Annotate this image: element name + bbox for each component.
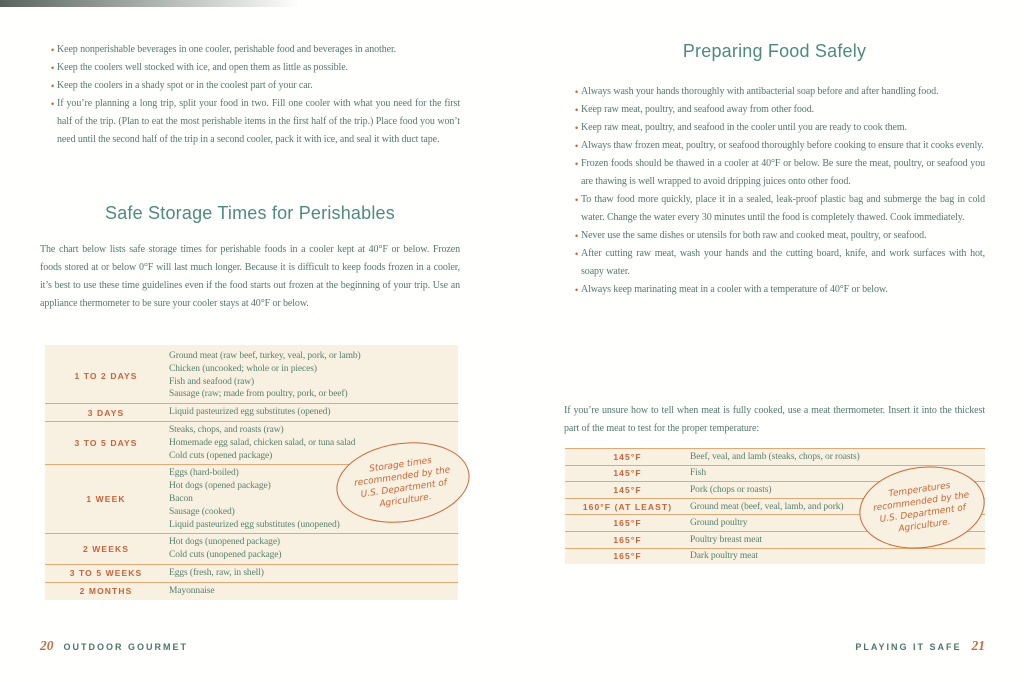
list-item bbox=[40, 95, 460, 149]
list-item-text: Keep raw meat, poultry, and seafood away from other food. bbox=[581, 104, 815, 115]
list-item bbox=[564, 227, 985, 245]
duration-label: 3 TO 5 WEEKS bbox=[69, 568, 143, 579]
bullet-icon: • bbox=[575, 105, 579, 115]
thermometer-paragraph: If you’re unsure how to tell when meat is fully cooked, use a meat thermometer. Insert it into the thickest part of the meat to test for the proper temperature: bbox=[564, 405, 985, 434]
food-item: Ground meat (beef, veal, lamb, and pork) bbox=[690, 501, 844, 512]
temperature-label: 165°F bbox=[613, 551, 642, 562]
list-item-text: Always keep marinating meat in a cooler with a temperature of 40°F or below. bbox=[581, 284, 888, 295]
temperature-label: 145°F bbox=[613, 468, 642, 479]
list-item-text: If you’re planning a long trip, split your food in two. Fill one cooler with what you need for the first half of the trip. (Plan to eat the most perishable items in the first half of the trip.) Place food you won’t need until the second half of the trip in a second cooler, pack it with ice, and seal it with duct tape. bbox=[57, 98, 460, 145]
food-items bbox=[167, 567, 458, 580]
list-item-text: After cutting raw meat, wash your hands and the cutting board, knife, and work surfaces with hot, soapy water. bbox=[581, 248, 985, 277]
list-item-text: To thaw food more quickly, place it in a sealed, leak-proof plastic bag and submerge the bag in cold water. Change the water every 30 minutes until the food is completely thawed. Cook immediately. bbox=[581, 194, 985, 223]
bullet-icon: • bbox=[575, 195, 579, 205]
food-item: Poultry breast meat bbox=[690, 534, 762, 545]
list-item bbox=[564, 119, 985, 137]
food-item: Homemade egg salad, chicken salad, or tuna salad bbox=[169, 437, 356, 448]
duration-label: 1 TO 2 DAYS bbox=[74, 370, 138, 381]
list-item bbox=[564, 191, 985, 227]
table-row bbox=[45, 404, 458, 422]
list-item bbox=[564, 281, 985, 299]
duration-label: 2 WEEKS bbox=[83, 544, 129, 555]
bullet-icon: • bbox=[575, 123, 579, 133]
table-row bbox=[45, 348, 458, 404]
temperature-label: 145°F bbox=[613, 484, 642, 495]
list-item bbox=[564, 83, 985, 101]
food-item: Liquid pasteurized egg substitutes (unopened) bbox=[169, 519, 340, 530]
list-item-text: Always wash your hands thoroughly with antibacterial soap before and after handling food. bbox=[581, 86, 939, 97]
food-item: Fish and seafood (raw) bbox=[169, 376, 255, 387]
list-item bbox=[564, 155, 985, 191]
page-left bbox=[40, 0, 460, 682]
list-item-text: Frozen foods should be thawed in a cooler at 40°F or below. Be sure the meat, poultry, or seafood you are thawing is well wrapped to avoid dripping juices onto other food. bbox=[581, 158, 985, 187]
food-item: Ground meat (raw beef, turkey, veal, pork, or lamb) bbox=[169, 351, 361, 361]
food-item: Sausage (cooked) bbox=[169, 506, 235, 517]
food-item: Hot dogs (unopened package) bbox=[169, 537, 280, 548]
temperature-label: 145°F bbox=[613, 451, 642, 462]
bullet-icon: • bbox=[575, 249, 579, 259]
running-head: PLAYING IT SAFE bbox=[855, 642, 962, 652]
page-title-preparing-food: Preparing Food Safely bbox=[682, 41, 867, 61]
storage-intro-paragraph: The chart below lists safe storage times for perishable foods in a cooler kept at 40°F or below. Frozen foods stored at or below 0°F will last much longer. Because it is difficult to keep foods frozen in a cooler, it’s best to use these time guidelines even if the food starts out frozen at the beginning of your trip. Use an appliance thermometer to be sure your cooler stays at 40°F or below. bbox=[40, 244, 460, 309]
food-item: Sausage (raw; made from poultry, pork, or beef) bbox=[169, 389, 348, 400]
list-item bbox=[564, 245, 985, 281]
page-right bbox=[564, 0, 985, 682]
duration-label: 1 WEEK bbox=[86, 494, 126, 505]
food-item: Chicken (uncooked; whole or in pieces) bbox=[169, 363, 317, 374]
usda-temperature-annotation: Temperatures recommended by the U.S. Department of Agriculture. bbox=[854, 459, 990, 557]
list-item bbox=[564, 137, 985, 155]
table-row bbox=[45, 583, 458, 600]
food-safety-list bbox=[564, 83, 985, 299]
bullet-icon: • bbox=[51, 45, 55, 55]
table-row bbox=[45, 565, 458, 583]
food-items bbox=[167, 406, 458, 419]
food-items bbox=[167, 536, 458, 562]
food-item: Eggs (fresh, raw, in shell) bbox=[169, 567, 264, 578]
bullet-icon: • bbox=[575, 231, 579, 241]
footer-right bbox=[855, 638, 985, 654]
table-row bbox=[565, 448, 985, 465]
list-item-text: Keep raw meat, poultry, and seafood in the cooler until you are ready to cook them. bbox=[581, 122, 907, 133]
duration-label: 3 DAYS bbox=[87, 407, 125, 418]
food-item: Cold cuts (opened package) bbox=[169, 450, 273, 461]
table-row bbox=[565, 548, 985, 565]
bullet-icon: • bbox=[51, 99, 55, 109]
duration-label: 2 MONTHS bbox=[79, 586, 133, 597]
food-item: Steaks, chops, and roasts (raw) bbox=[169, 424, 284, 435]
food-item: Dark poultry meat bbox=[690, 551, 758, 562]
food-item: Eggs (hard-boiled) bbox=[169, 468, 239, 479]
page-number: 21 bbox=[971, 638, 985, 653]
cooler-tips-list bbox=[40, 41, 460, 149]
bullet-icon: • bbox=[575, 159, 579, 169]
food-item: Bacon bbox=[169, 493, 193, 504]
food-item: Ground poultry bbox=[690, 518, 748, 529]
food-item: Hot dogs (opened package) bbox=[169, 481, 271, 492]
usda-storage-annotation: Storage times recommended by the U.S. Department of Agriculture. bbox=[331, 434, 475, 531]
bullet-icon: • bbox=[575, 87, 579, 97]
temperature-label: 160°F (AT LEAST) bbox=[582, 501, 673, 512]
bullet-icon: • bbox=[575, 285, 579, 295]
list-item-text: Keep the coolers in a shady spot or in the coolest part of your car. bbox=[57, 80, 313, 91]
list-item-text: Never use the same dishes or utensils for both raw and cooked meat, poultry, or seafood. bbox=[581, 230, 927, 241]
duration-label: 3 TO 5 DAYS bbox=[74, 438, 138, 449]
section-title-safe-storage: Safe Storage Times for Perishables bbox=[105, 203, 395, 223]
temperature-label: 165°F bbox=[613, 534, 642, 545]
food-item: Pork (chops or roasts) bbox=[690, 484, 772, 495]
food-item: Beef, veal, and lamb (steaks, chops, or roasts) bbox=[690, 451, 860, 462]
table-row bbox=[45, 534, 458, 565]
page-number: 20 bbox=[40, 638, 54, 653]
list-item-text: Keep nonperishable beverages in one cooler, perishable food and beverages in another. bbox=[57, 44, 397, 55]
list-item bbox=[40, 41, 460, 59]
bullet-icon: • bbox=[575, 141, 579, 151]
footer-left bbox=[40, 638, 188, 654]
food-item: Fish bbox=[690, 468, 706, 479]
food-item: Mayonnaise bbox=[169, 585, 215, 596]
list-item bbox=[40, 77, 460, 95]
food-item: Liquid pasteurized egg substitutes (opened) bbox=[169, 407, 331, 418]
running-head: OUTDOOR GOURMET bbox=[63, 642, 188, 652]
food-item: Cold cuts (unopened package) bbox=[169, 550, 282, 561]
list-item bbox=[564, 101, 985, 119]
food-items bbox=[167, 350, 458, 401]
bullet-icon: • bbox=[51, 63, 55, 73]
list-item-text: Keep the coolers well stocked with ice, and open them as little as possible. bbox=[57, 62, 348, 73]
list-item-text: Always thaw frozen meat, poultry, or seafood thoroughly before cooking to ensure that it cooks evenly. bbox=[581, 140, 984, 151]
list-item bbox=[40, 59, 460, 77]
temperature-label: 165°F bbox=[613, 518, 642, 529]
bullet-icon: • bbox=[51, 81, 55, 91]
food-items bbox=[167, 585, 458, 598]
